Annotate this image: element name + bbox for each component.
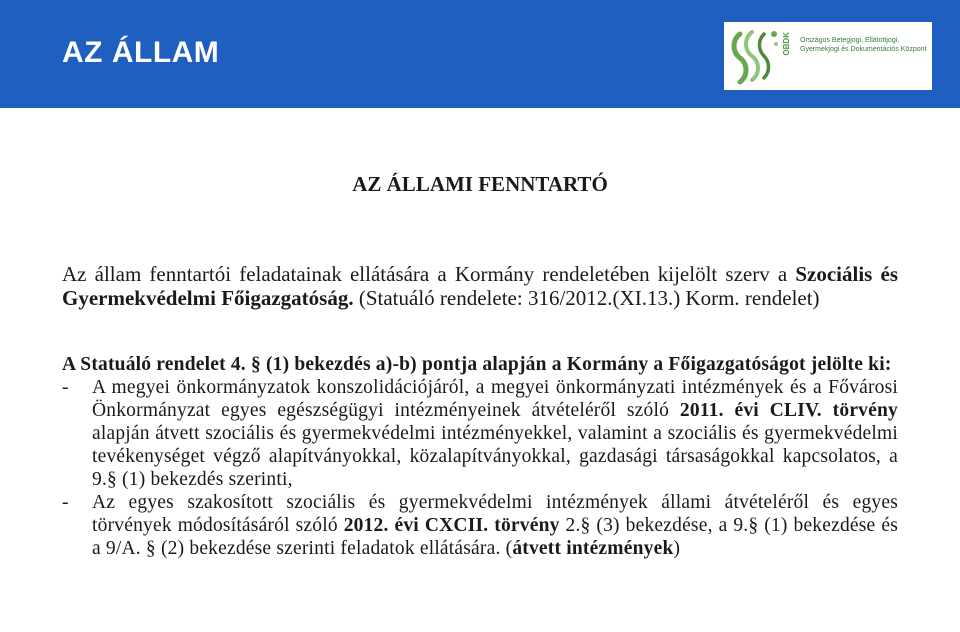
- intro-agency-name: Szociális és Gyermekvédelmi Főigazgatóság.: [62, 262, 898, 310]
- page-title: AZ ÁLLAM: [62, 36, 220, 69]
- list-dash: -: [62, 492, 69, 513]
- section-subtitle: AZ ÁLLAMI FENNTARTÓ: [352, 172, 608, 196]
- logo-badge: OBDK: [782, 32, 791, 56]
- statute-section: [62, 353, 898, 560]
- item1-text-1: A megyei önkormányzatok konszolidációjáról, a megyei önkormányzati intézmények és a Fővárosi Önkormányzat egyes egészségügyi intézményeinek átvételéről szóló: [92, 377, 898, 421]
- intro-text-2: (Statuáló rendelete: 316/2012.(XI.13.) Korm. rendelet): [353, 286, 820, 310]
- list-dash: -: [62, 377, 69, 398]
- item2-bold-note: átvett intézmények: [512, 538, 674, 559]
- logo-text: Országos Betegjogi, Ellátottjogi, Gyermekjogi és Dokumentációs Központ: [800, 37, 927, 53]
- item2-text-2: 2.§ (3) bekezdése, a 9.§ (1) bekezdése és a 9/A. § (2) bekezdése szerinti feladatok ellátására. (: [92, 515, 898, 559]
- intro-paragraph: [62, 262, 898, 310]
- item1-law: 2011. évi CLIV. törvény: [679, 400, 898, 421]
- logo-emblem-icon: [726, 22, 784, 90]
- statute-heading: A Statuáló rendelet 4. § (1) bekezdés a)-b) pontja alapján a Kormány a Főigazgatóságot jelölte ki:: [62, 354, 892, 375]
- item1-text-2: alapján átvett szociális és gyermekvédelmi intézményekkel, valamint a szociális és gyermekvédelmi tevékenységet végző alapítványokkal, közalapítványokkal, gazdasági társaságokkal kapcsolatos, a 9.§ (1) bekezdés szerinti,: [92, 423, 898, 490]
- intro-text-1: Az állam fenntartói feladatainak ellátására a Kormány rendeletében kijelölt szerv a: [62, 262, 796, 286]
- list-item: [62, 376, 898, 491]
- item2-text-3: ): [673, 538, 681, 559]
- header-bar: [0, 0, 960, 108]
- item2-law: 2012. évi CXCII. törvény: [343, 515, 560, 536]
- item2-text-1: Az egyes szakosított szociális és gyermekvédelmi intézmények állami átvételéről és egyes törvények módosításáról szóló: [92, 492, 898, 536]
- obdk-logo: [724, 22, 932, 90]
- list-item: [62, 491, 898, 560]
